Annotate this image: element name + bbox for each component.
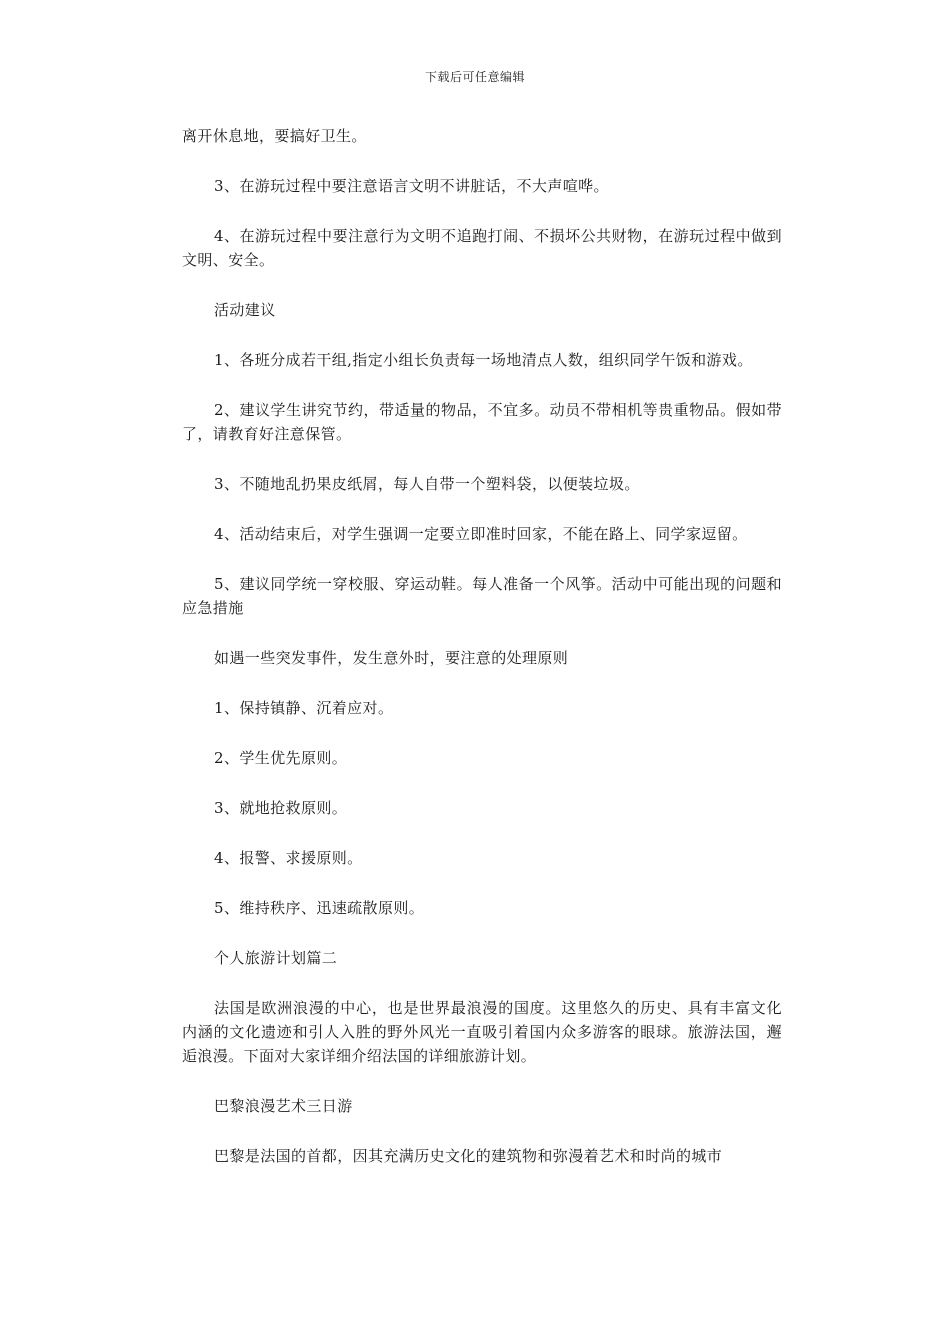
paragraph: 离开休息地，要搞好卫生。 — [182, 127, 367, 145]
list-item: 3、就地抢救原则。 — [214, 799, 348, 817]
section-heading: 个人旅游计划篇二 — [214, 949, 338, 967]
paragraph: 如遇一些突发事件，发生意外时，要注意的处理原则 — [214, 649, 569, 667]
list-item: 2、学生优先原则。 — [214, 749, 348, 767]
document-body — [182, 124, 782, 1194]
page-header: 下载后可任意编辑 — [424, 70, 525, 84]
paragraph: 巴黎是法国的首都，因其充满历史文化的建筑物和弥漫着艺术和时尚的城市 — [214, 1147, 723, 1165]
paragraph: 4、活动结束后，对学生强调一定要立即准时回家，不能在路上、同学家逗留。 — [214, 525, 748, 543]
section-heading: 巴黎浪漫艺术三日游 — [214, 1097, 353, 1115]
paragraph: 3、不随地乱扔果皮纸屑，每人自带一个塑料袋，以便装垃圾。 — [214, 475, 640, 493]
paragraph: 法国是欧洲浪漫的中心，也是世界最浪漫的国度。这里悠久的历史、具有丰富文化内涵的文化遗迹和引人入胜的野外风光一直吸引着国内众多游客的眼球。旅游法国，邂逅浪漫。下面对大家详细介绍法国的详细旅游计划。 — [182, 999, 782, 1065]
paragraph: 1、各班分成若干组,指定小组长负责每一场地清点人数，组织同学午饭和游戏。 — [214, 351, 753, 369]
paragraph: 3、在游玩过程中要注意语言文明不讲脏话，不大声喧哗。 — [214, 177, 609, 195]
list-item: 1、保持镇静、沉着应对。 — [214, 699, 394, 717]
list-item: 5、维持秩序、迅速疏散原则。 — [214, 899, 425, 917]
list-item: 4、报警、求援原则。 — [214, 849, 363, 867]
paragraph: 5、建议同学统一穿校服、穿运动鞋。每人准备一个风筝。活动中可能出现的问题和应急措施 — [182, 575, 782, 617]
section-heading: 活动建议 — [214, 301, 276, 319]
paragraph: 2、建议学生讲究节约，带适量的物品，不宜多。动员不带相机等贵重物品。假如带了，请教育好注意保管。 — [182, 401, 782, 443]
paragraph: 4、在游玩过程中要注意行为文明不追跑打闹、不损坏公共财物，在游玩过程中做到文明、安全。 — [182, 227, 782, 269]
